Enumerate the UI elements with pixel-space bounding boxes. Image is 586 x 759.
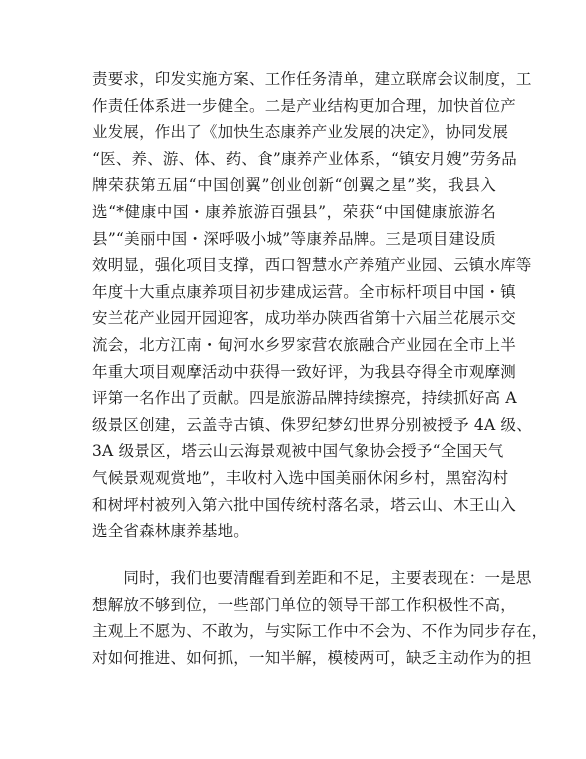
paragraph-1	[92, 66, 532, 545]
paragraph-1-line-2: 作责任体系进一步健全。二是产业结构更加合理，加快首位产	[92, 96, 516, 115]
paragraph-1-line-3: 业发展，作出了《加快生态康养产业发展的决定》，协同发展	[92, 123, 509, 142]
paragraph-2	[92, 565, 548, 671]
paragraph-1-line-6: 选“*健康中国・康养旅游百强县”，荣获“中国健康旅游名	[92, 202, 496, 221]
paragraph-1-line-18: 选全省森林康养基地。	[92, 522, 250, 541]
paragraph-1-line-1: 责要求，印发实施方案、工作任务清单，建立联席会议制度，工	[92, 70, 532, 88]
paragraph-1-line-5: 牌荣获第五届“中国创翼”创业创新“创翼之星”奖，我县入	[92, 176, 496, 195]
paragraph-1-line-13: 评第一名作出了贡献。四是旅游品牌持续擦亮，持续抓好高 A	[92, 389, 517, 408]
paragraph-1-line-10: 安兰花产业园开园迎客，成功举办陕西省第十六届兰花展示交	[92, 309, 516, 328]
paragraph-1-line-14: 级景区创建，云盖寺古镇、侏罗纪梦幻世界分别被授予 4A 级、	[92, 415, 532, 434]
paragraph-1-line-17: 和树坪村被列入第六批中国传统村落名录，塔云山、木王山入	[92, 495, 516, 514]
paragraph-2-line-3: 主观上不愿为、不敢为，与实际工作中不会为、不作为同步存在，	[92, 622, 548, 641]
paragraph-1-line-8: 效明显，强化项目支撑，西口智慧水产养殖产业园、云镇水库等	[92, 256, 532, 275]
paragraph-2-line-1: 同时，我们也要清醒看到差距和不足，主要表现在：一是思	[92, 569, 532, 587]
paragraph-1-line-16: 气候景观观赏地”，丰收村入选中国美丽休闲乡村，黑窑沟村	[92, 468, 509, 487]
paragraph-1-line-9: 年度十大重点康养项目初步建成运营。全市标杆项目中国・镇	[92, 282, 516, 301]
paragraph-1-line-4: “医、养、游、体、药、食”康养产业体系，“镇安月嫂”劳务品	[92, 149, 517, 168]
paragraph-2-line-2: 想解放不够到位，一些部门单位的领导干部工作积极性不高，	[92, 595, 516, 614]
paragraph-1-line-7: 县”“美丽中国・深呼吸小城”等康养品牌。三是项目建设质	[92, 229, 496, 248]
paragraph-1-line-11: 流会，北方江南・甸河水乡罗家营农旅融合产业园在全市上半	[92, 335, 516, 354]
paragraph-1-line-15: 3A 级景区，塔云山云海景观被中国气象协会授予“全国天气	[92, 442, 504, 461]
paragraph-1-line-12: 年重大项目观摩活动中获得一致好评，为我县夺得全市观摩测	[92, 362, 516, 381]
paragraph-2-line-4: 对如何推进、如何抓，一知半解，模棱两可，缺乏主动作为的担	[92, 648, 532, 667]
